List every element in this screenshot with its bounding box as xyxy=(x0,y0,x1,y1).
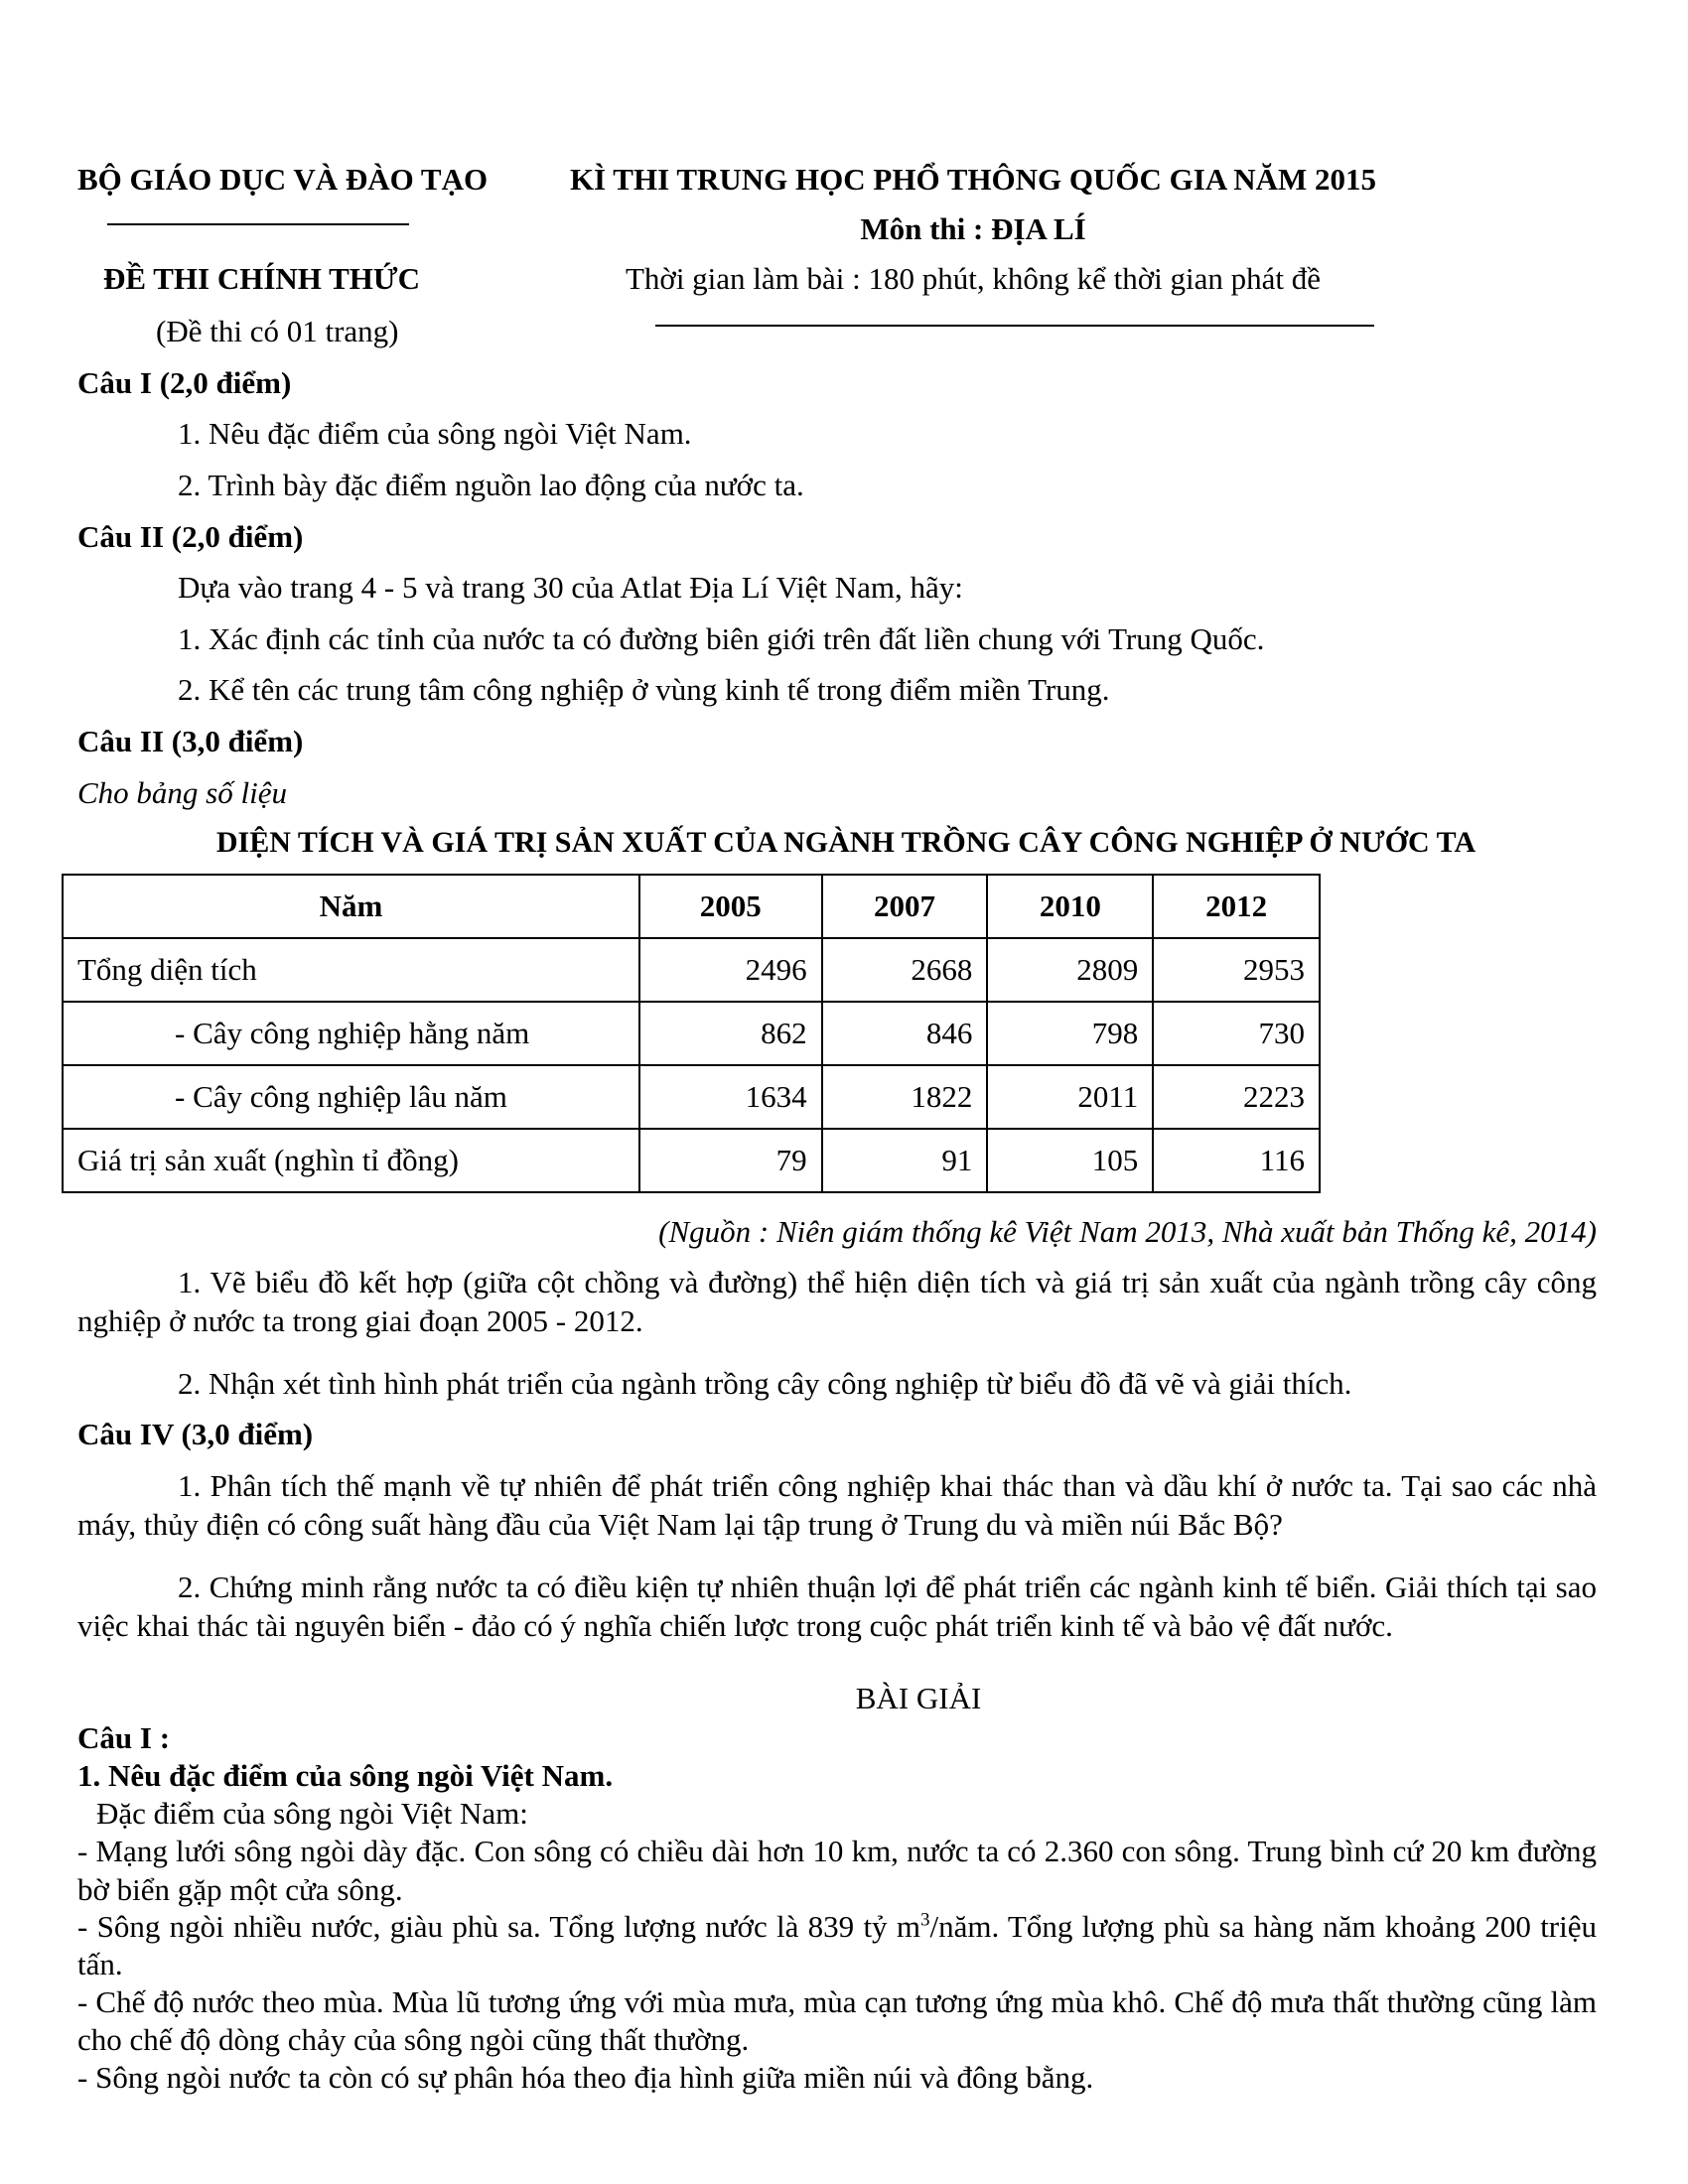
page-count: (Đề thi có 01 trang) xyxy=(156,314,399,348)
q4-item-2: 2. Chứng minh rằng nước ta có điều kiện tự nhiên thuận lợi để phát triển các ngành kinh tế biển. Giải thích tại sao việc khai thác tài nguyên biển - đảo có ý nghĩa chiến lược trong cuộc phát triển kinh tế và bảo vệ đất nước. xyxy=(77,1570,1597,1643)
q3-item-1: 1. Vẽ biểu đồ kết hợp (giữa cột chồng và đường) thể hiện diện tích và giá trị sản xuất của ngành trồng cây công nghiệp ở nước ta trong giai đoạn 2005 - 2012. xyxy=(77,1265,1597,1338)
exam-title: KÌ THI TRUNG HỌC PHỔ THÔNG QUỐC GIA NĂM 2015 xyxy=(569,162,1377,197)
table-cell: 2496 xyxy=(639,938,822,1002)
table-header-cell: 2007 xyxy=(822,875,988,938)
q1-item-2: 2. Trình bày đặc điểm nguồn lao động của nước ta. xyxy=(178,468,804,502)
table-header-cell: 2010 xyxy=(987,875,1153,938)
table-cell: 1634 xyxy=(639,1065,822,1129)
table-cell: 1822 xyxy=(822,1065,988,1129)
answer-q1-label: Câu I : xyxy=(77,1720,171,1755)
table-cell: 2011 xyxy=(987,1065,1153,1129)
answer-intro: Đặc điểm của sông ngòi Việt Nam: xyxy=(96,1796,528,1831)
table-cell: 91 xyxy=(822,1129,988,1192)
row-label: - Cây công nghiệp lâu năm xyxy=(63,1065,639,1129)
row-label: Tổng diện tích xyxy=(63,938,639,1002)
ministry-name: BỘ GIÁO DỤC VÀ ĐÀO TẠO xyxy=(77,162,489,197)
table-cell: 798 xyxy=(987,1002,1153,1065)
q4-item-1: 1. Phân tích thế mạnh về tự nhiên để phát triển công nghiệp khai thác than và dầu khí ở nước ta. Tại sao các nhà máy, thủy điện có công suất hàng đầu của Việt Nam lại tập trung ở Trung du và miền núi Bắc Bộ? xyxy=(77,1468,1597,1542)
time-underline xyxy=(655,325,1374,327)
q3-intro: Cho bảng số liệu xyxy=(77,775,287,810)
answer-bullet-2-text-a: - Sông ngòi nhiều nước, giàu phù sa. Tổng lượng nước là 839 tỷ m xyxy=(77,1909,920,1944)
answer-bullet-2-text-b: /năm. Tổng lượng phù sa hàng năm khoảng 200 triệu tấn. xyxy=(77,1909,1597,1981)
answer-bullet-4: - Sông ngòi nước ta còn có sự phân hóa theo địa hình giữa miền núi và đông bằng. xyxy=(77,2060,1094,2095)
data-table xyxy=(62,874,1321,1193)
exam-time: Thời gian làm bài : 180 phút, không kể thời gian phát đề xyxy=(625,261,1322,296)
table-row xyxy=(63,1002,1320,1065)
table-cell: 862 xyxy=(639,1002,822,1065)
table-cell: 79 xyxy=(639,1129,822,1192)
answer-q1-subtitle: 1. Nêu đặc điểm của sông ngòi Việt Nam. xyxy=(77,1758,614,1793)
answer-bullet-2 xyxy=(77,1908,1597,1983)
answer-bullet-3: - Chế độ nước theo mùa. Mùa lũ tương ứng với mùa mưa, mùa cạn tương ứng mùa khô. Chế độ mưa thất thường cũng làm cho chế độ dòng chảy của sông ngòi cũng thất thường. xyxy=(77,1984,1597,2057)
q4-title: Câu IV (3,0 điểm) xyxy=(77,1417,314,1451)
q2-title: Câu II (2,0 điểm) xyxy=(77,519,304,554)
ministry-underline xyxy=(107,223,409,225)
q3-item-2: 2. Nhận xét tình hình phát triển của ngành trồng cây công nghiệp từ biểu đồ đã vẽ và giải thích. xyxy=(178,1366,1352,1401)
table-row xyxy=(63,1129,1320,1192)
q1-item-1: 1. Nêu đặc điểm của sông ngòi Việt Nam. xyxy=(178,416,692,451)
table-cell: 2953 xyxy=(1153,938,1320,1002)
table-header-row xyxy=(63,875,1320,938)
exam-subject: Môn thi : ĐỊA LÍ xyxy=(860,211,1086,246)
table-cell: 2809 xyxy=(987,938,1153,1002)
q3-title: Câu II (3,0 điểm) xyxy=(77,724,304,758)
table-cell: 105 xyxy=(987,1129,1153,1192)
official-label: ĐỀ THI CHÍNH THỨC xyxy=(103,261,420,296)
q2-item-1: 1. Xác định các tỉnh của nước ta có đường biên giới trên đất liền chung với Trung Quốc. xyxy=(178,621,1265,656)
table-cell: 2223 xyxy=(1153,1065,1320,1129)
table-source: (Nguồn : Niên giám thống kê Việt Nam 2013, Nhà xuất bản Thống kê, 2014) xyxy=(658,1214,1597,1249)
q2-intro: Dựa vào trang 4 - 5 và trang 30 của Atlat Địa Lí Việt Nam, hãy: xyxy=(178,570,963,605)
q2-item-2: 2. Kể tên các trung tâm công nghiệp ở vùng kinh tế trong điểm miền Trung. xyxy=(178,672,1110,707)
table-row xyxy=(63,1065,1320,1129)
answer-bullet-1: - Mạng lưới sông ngòi dày đặc. Con sông có chiều dài hơn 10 km, nước ta có 2.360 con sông. Trung bình cứ 20 km đường bờ biển gặp một cửa sông. xyxy=(77,1834,1597,1907)
row-label: - Cây công nghiệp hằng năm xyxy=(63,1002,639,1065)
cubic-superscript: 3 xyxy=(919,1909,930,1931)
row-label: Giá trị sản xuất (nghìn tỉ đồng) xyxy=(63,1129,639,1192)
table-cell: 730 xyxy=(1153,1002,1320,1065)
table-title: DIỆN TÍCH VÀ GIÁ TRỊ SẢN XUẤT CỦA NGÀNH TRỒNG CÂY CÔNG NGHIỆP Ở NƯỚC TA xyxy=(215,826,1477,859)
table-cell: 2668 xyxy=(822,938,988,1002)
table-row xyxy=(63,938,1320,1002)
table-header-cell: 2012 xyxy=(1153,875,1320,938)
table-header-cell: Năm xyxy=(63,875,639,938)
answer-heading: BÀI GIẢI xyxy=(855,1681,982,1715)
table-cell: 116 xyxy=(1153,1129,1320,1192)
table-header-cell: 2005 xyxy=(639,875,822,938)
q1-title: Câu I (2,0 điểm) xyxy=(77,365,292,400)
table-cell: 846 xyxy=(822,1002,988,1065)
